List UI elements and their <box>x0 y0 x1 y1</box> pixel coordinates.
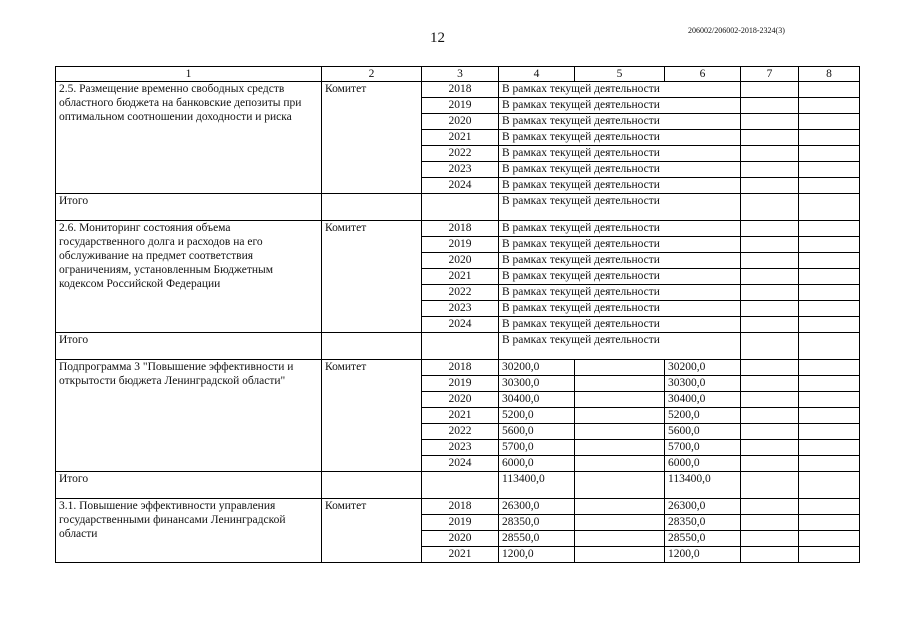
empty-cell <box>741 178 799 194</box>
activity-description: 3.1. Повышение эффективности управления государственными финансами Ленинградской области <box>56 499 322 563</box>
table-row <box>56 499 860 515</box>
table-row <box>56 82 860 98</box>
empty-cell <box>741 547 799 563</box>
empty-cell <box>799 360 860 376</box>
empty-cell <box>799 531 860 547</box>
amount-cell: 5700,0 <box>499 440 575 456</box>
empty-cell <box>741 221 799 237</box>
amount-cell: 30300,0 <box>665 376 741 392</box>
amount-cell: 1200,0 <box>499 547 575 563</box>
empty-cell <box>575 424 665 440</box>
executor-cell: Комитет <box>322 221 422 333</box>
empty-cell <box>741 82 799 98</box>
activity-description: 2.6. Мониторинг состояния объема государственного долга и расходов на его обслуживание на предмет соответствия ограничениям, установленным Бюджетным кодексом Российской Федерации <box>56 221 322 333</box>
empty-cell <box>799 317 860 333</box>
table-row <box>56 221 860 237</box>
total-label: Итого <box>56 472 322 499</box>
year-cell: 2020 <box>422 392 499 408</box>
year-cell: 2020 <box>422 114 499 130</box>
empty-cell <box>799 237 860 253</box>
empty-cell <box>575 499 665 515</box>
empty-cell <box>322 333 422 360</box>
year-cell: 2022 <box>422 285 499 301</box>
empty-cell <box>575 408 665 424</box>
year-cell: 2019 <box>422 98 499 114</box>
empty-cell <box>741 472 799 499</box>
activity-description: Подпрограмма 3 "Повышение эффективности и открытости бюджета Ленинградской области" <box>56 360 322 472</box>
empty-cell <box>799 146 860 162</box>
executor-cell: Комитет <box>322 82 422 194</box>
empty-cell <box>799 515 860 531</box>
status-cell: В рамках текущей деятельности <box>499 253 741 269</box>
empty-cell <box>799 285 860 301</box>
empty-cell <box>741 98 799 114</box>
empty-cell <box>799 472 860 499</box>
empty-cell <box>422 472 499 499</box>
empty-cell <box>799 221 860 237</box>
amount-cell: 26300,0 <box>499 499 575 515</box>
empty-cell <box>741 515 799 531</box>
empty-cell <box>741 408 799 424</box>
header-cell: 5 <box>575 67 665 82</box>
empty-cell <box>799 547 860 563</box>
empty-cell <box>799 194 860 221</box>
amount-cell: 28550,0 <box>665 531 741 547</box>
year-cell: 2024 <box>422 178 499 194</box>
amount-cell: 30300,0 <box>499 376 575 392</box>
year-cell: 2024 <box>422 317 499 333</box>
year-cell: 2018 <box>422 499 499 515</box>
empty-cell <box>741 285 799 301</box>
header-cell: 4 <box>499 67 575 82</box>
empty-cell <box>741 456 799 472</box>
year-cell: 2021 <box>422 547 499 563</box>
empty-cell <box>799 98 860 114</box>
empty-cell <box>575 472 665 499</box>
year-cell: 2021 <box>422 408 499 424</box>
empty-cell <box>741 194 799 221</box>
amount-cell: 5600,0 <box>665 424 741 440</box>
year-cell: 2021 <box>422 269 499 285</box>
activity-description: 2.5. Размещение временно свободных средств областного бюджета на банковские депозиты при оптимальном соотношении доходности и риска <box>56 82 322 194</box>
total-status: В рамках текущей деятельности <box>499 333 741 360</box>
empty-cell <box>575 440 665 456</box>
year-cell: 2022 <box>422 146 499 162</box>
program-table <box>55 66 860 563</box>
status-cell: В рамках текущей деятельности <box>499 114 741 130</box>
header-cell: 8 <box>799 67 860 82</box>
amount-cell: 26300,0 <box>665 499 741 515</box>
empty-cell <box>575 376 665 392</box>
total-row <box>56 333 860 360</box>
empty-cell <box>799 376 860 392</box>
amount-cell: 5200,0 <box>665 408 741 424</box>
year-cell: 2019 <box>422 515 499 531</box>
status-cell: В рамках текущей деятельности <box>499 285 741 301</box>
total-status: В рамках текущей деятельности <box>499 194 741 221</box>
empty-cell <box>799 499 860 515</box>
empty-cell <box>575 531 665 547</box>
empty-cell <box>799 253 860 269</box>
amount-cell: 5700,0 <box>665 440 741 456</box>
empty-cell <box>422 333 499 360</box>
year-cell: 2022 <box>422 424 499 440</box>
empty-cell <box>741 424 799 440</box>
status-cell: В рамках текущей деятельности <box>499 162 741 178</box>
header-cell: 6 <box>665 67 741 82</box>
status-cell: В рамках текущей деятельности <box>499 269 741 285</box>
status-cell: В рамках текущей деятельности <box>499 221 741 237</box>
amount-cell: 5600,0 <box>499 424 575 440</box>
empty-cell <box>575 360 665 376</box>
status-cell: В рамках текущей деятельности <box>499 237 741 253</box>
empty-cell <box>741 130 799 146</box>
empty-cell <box>799 424 860 440</box>
total-row <box>56 194 860 221</box>
empty-cell <box>799 162 860 178</box>
empty-cell <box>741 237 799 253</box>
total-label: Итого <box>56 333 322 360</box>
empty-cell <box>322 194 422 221</box>
year-cell: 2023 <box>422 162 499 178</box>
empty-cell <box>741 317 799 333</box>
amount-cell: 6000,0 <box>499 456 575 472</box>
empty-cell <box>799 333 860 360</box>
empty-cell <box>741 114 799 130</box>
header-cell: 7 <box>741 67 799 82</box>
empty-cell <box>741 333 799 360</box>
amount-cell: 1200,0 <box>665 547 741 563</box>
header-row <box>56 67 860 82</box>
year-cell: 2019 <box>422 376 499 392</box>
empty-cell <box>799 440 860 456</box>
empty-cell <box>799 301 860 317</box>
page-number: 12 <box>430 30 445 46</box>
header-cell: 3 <box>422 67 499 82</box>
empty-cell <box>799 408 860 424</box>
year-cell: 2023 <box>422 440 499 456</box>
empty-cell <box>799 178 860 194</box>
executor-cell: Комитет <box>322 360 422 472</box>
status-cell: В рамках текущей деятельности <box>499 301 741 317</box>
year-cell: 2018 <box>422 82 499 98</box>
amount-cell: 28350,0 <box>665 515 741 531</box>
empty-cell <box>741 360 799 376</box>
empty-cell <box>575 456 665 472</box>
year-cell: 2019 <box>422 237 499 253</box>
empty-cell <box>741 376 799 392</box>
status-cell: В рамках текущей деятельности <box>499 146 741 162</box>
empty-cell <box>799 392 860 408</box>
total-amount: 113400,0 <box>499 472 575 499</box>
empty-cell <box>799 130 860 146</box>
empty-cell <box>741 440 799 456</box>
amount-cell: 30200,0 <box>665 360 741 376</box>
executor-cell: Комитет <box>322 499 422 563</box>
amount-cell: 28550,0 <box>499 531 575 547</box>
total-label: Итого <box>56 194 322 221</box>
empty-cell <box>741 269 799 285</box>
status-cell: В рамках текущей деятельности <box>499 130 741 146</box>
status-cell: В рамках текущей деятельности <box>499 317 741 333</box>
document-code: 206002/206002-2018-2324(3) <box>688 26 785 35</box>
total-amount: 113400,0 <box>665 472 741 499</box>
amount-cell: 5200,0 <box>499 408 575 424</box>
empty-cell <box>799 114 860 130</box>
empty-cell <box>575 515 665 531</box>
empty-cell <box>575 547 665 563</box>
header-cell: 1 <box>56 67 322 82</box>
year-cell: 2023 <box>422 301 499 317</box>
empty-cell <box>799 456 860 472</box>
year-cell: 2024 <box>422 456 499 472</box>
year-cell: 2018 <box>422 221 499 237</box>
empty-cell <box>741 499 799 515</box>
amount-cell: 6000,0 <box>665 456 741 472</box>
empty-cell <box>575 392 665 408</box>
year-cell: 2020 <box>422 531 499 547</box>
year-cell: 2018 <box>422 360 499 376</box>
status-cell: В рамках текущей деятельности <box>499 178 741 194</box>
empty-cell <box>741 162 799 178</box>
empty-cell <box>741 301 799 317</box>
table-row <box>56 360 860 376</box>
empty-cell <box>741 392 799 408</box>
amount-cell: 30200,0 <box>499 360 575 376</box>
amount-cell: 30400,0 <box>665 392 741 408</box>
total-row <box>56 472 860 499</box>
empty-cell <box>741 531 799 547</box>
empty-cell <box>799 269 860 285</box>
empty-cell <box>422 194 499 221</box>
year-cell: 2021 <box>422 130 499 146</box>
year-cell: 2020 <box>422 253 499 269</box>
header-cell: 2 <box>322 67 422 82</box>
empty-cell <box>799 82 860 98</box>
status-cell: В рамках текущей деятельности <box>499 82 741 98</box>
status-cell: В рамках текущей деятельности <box>499 98 741 114</box>
empty-cell <box>741 253 799 269</box>
empty-cell <box>741 146 799 162</box>
amount-cell: 30400,0 <box>499 392 575 408</box>
amount-cell: 28350,0 <box>499 515 575 531</box>
empty-cell <box>322 472 422 499</box>
